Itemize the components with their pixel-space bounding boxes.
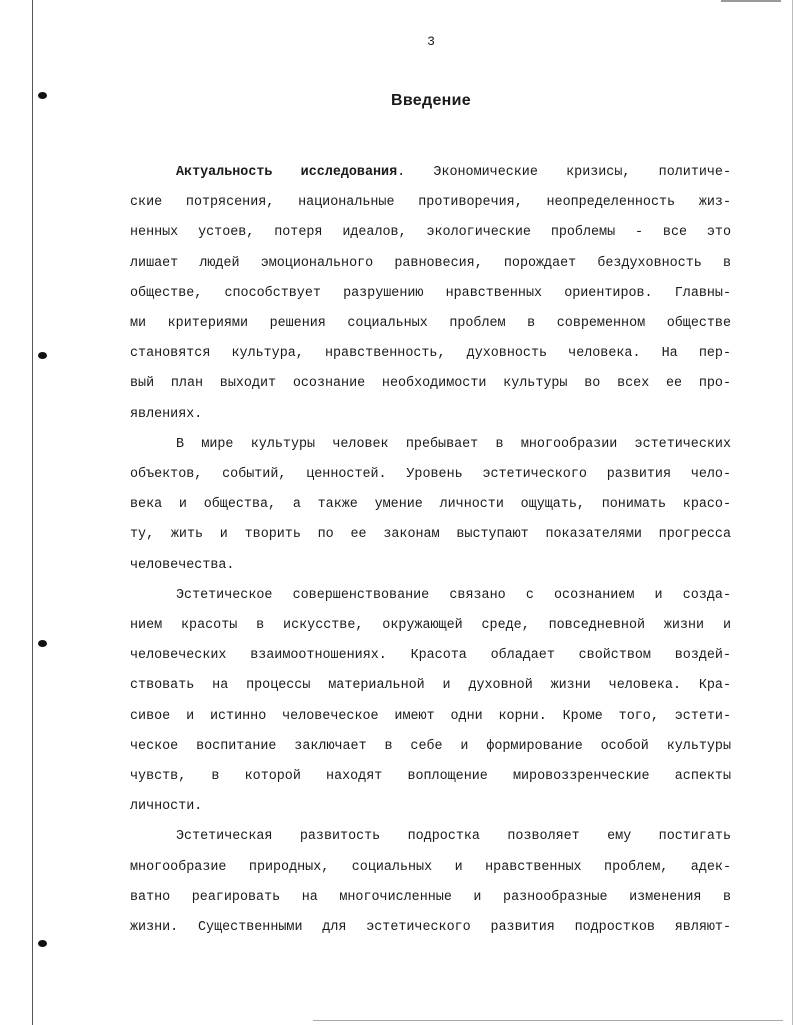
text-line: личности.	[130, 799, 203, 815]
text-line: ватно реагировать на многочисленные и разнообразные изменения в	[130, 889, 731, 905]
paragraph	[130, 430, 731, 581]
text-line: вый план выходит осознание необходимости культуры во всех ее про-	[130, 376, 731, 392]
text-line: Эстетическое совершенствование связано с осознанием и созда-	[176, 587, 731, 603]
paragraph	[130, 822, 731, 943]
text-line	[130, 158, 731, 188]
text-line: объектов, событий, ценностей. Уровень эстетического развития чело-	[130, 467, 731, 483]
text-line: ненных устоев, потеря идеалов, экологические проблемы - все это	[130, 225, 731, 241]
text-line: В мире культуры человек пребывает в многообразии эстетических	[176, 436, 731, 452]
text-line: жизни. Существенными для эстетического развития подростков являют-	[130, 920, 731, 936]
text-line: человеческих взаимоотношениях. Красота обладает свойством воздей-	[130, 648, 731, 664]
binder-hole-icon	[38, 352, 47, 359]
text-line: человечества.	[130, 557, 235, 573]
text-line: лишает людей эмоционального равновесия, порождает бездуховность в	[130, 255, 731, 271]
page-number: 3	[427, 34, 435, 49]
binder-hole-icon	[38, 640, 47, 647]
text-line: века и общества, а также умение личности ощущать, понимать красо-	[130, 497, 731, 513]
binder-hole-icon	[38, 940, 47, 947]
bold-lead-text: Актуальность исследования	[176, 165, 398, 180]
scan-top-mark	[721, 0, 781, 2]
text-line: ствовать на процессы материальной и духовной жизни человека. Кра-	[130, 678, 731, 694]
text-line: обществе, способствует разрушению нравственных ориентиров. Главны-	[130, 285, 731, 301]
line-text: . Экономические кризисы, политиче-	[397, 165, 731, 180]
text-line: явлениях.	[130, 406, 203, 422]
text-line: становятся культура, нравственность, духовность человека. На пер-	[130, 346, 731, 362]
text-line: ские потрясения, национальные противоречия, неопределенность жиз-	[130, 195, 731, 211]
paragraph	[130, 158, 731, 430]
text-line: многообразие природных, социальных и нравственных проблем, адек-	[130, 859, 731, 875]
text-line: чувств, в которой находят воплощение мировоззренческие аспекты	[130, 769, 731, 785]
text-line: ческое воспитание заключает в себе и формирование особой культуры	[130, 738, 731, 754]
text-line: Эстетическая развитость подростка позволяет ему постигать	[176, 829, 731, 845]
paragraph	[130, 581, 731, 823]
text-line: сивое и истинно человеческое имеют одни корни. Кроме того, эстети-	[130, 708, 731, 724]
scan-left-edge	[32, 0, 33, 1025]
body-text	[130, 158, 731, 943]
text-line: нием красоты в искусстве, окружающей среде, повседневной жизни и	[130, 618, 731, 634]
scan-bottom-mark	[313, 1020, 783, 1021]
text-line: ту, жить и творить по ее законам выступают показателями прогресса	[130, 527, 731, 543]
page-title: Введение	[391, 92, 471, 109]
text-line: ми критериями решения социальных проблем в современном обществе	[130, 316, 731, 332]
